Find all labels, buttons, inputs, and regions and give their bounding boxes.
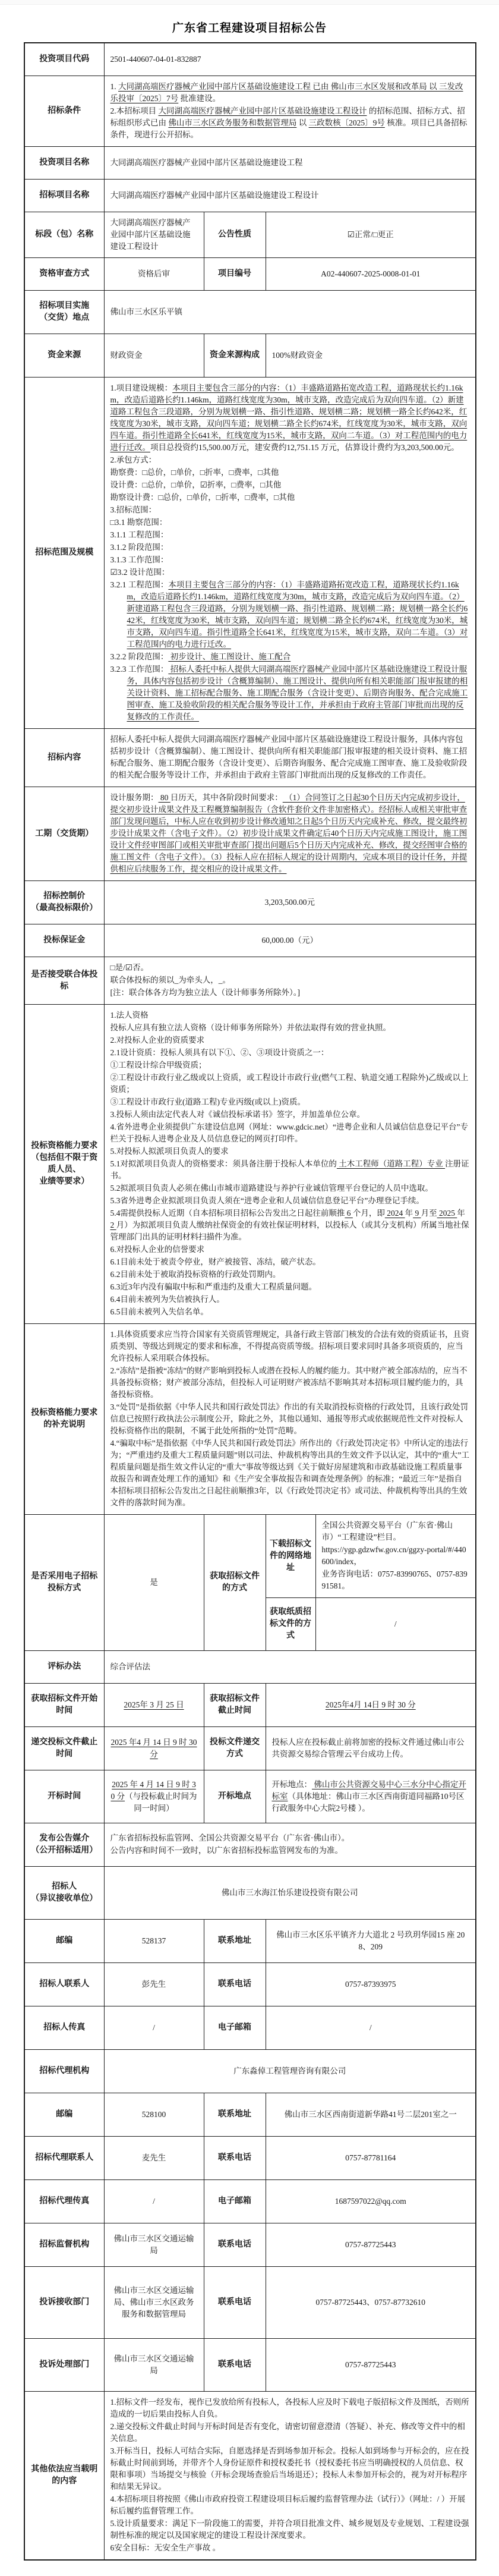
tenderer-email-label: 电子邮箱 — [204, 2006, 266, 2050]
document-obtain-start-time-value: 2025年 3 月 25 日 — [104, 1684, 204, 1727]
table-row — [24, 147, 476, 180]
qualification-review-method-value: 资格后审 — [104, 258, 204, 291]
funding-composition-label: 资金来源构成 — [204, 334, 266, 378]
tender-project-name-label: 招标项目名称 — [24, 180, 104, 212]
table-row — [24, 1920, 476, 1963]
tenderer-phone-value: 0757-87393975 — [266, 1963, 476, 2006]
table-row — [24, 2093, 476, 2137]
implementation-delivery-location-label: 招标项目实施（交货）地点 — [24, 291, 104, 334]
bidder-qualification-requirements-label: 投标资格能力要求（包括但不限于资质人员、业绩等要求） — [24, 1005, 104, 1324]
agency-postcode-value: 528100 — [104, 2093, 204, 2137]
funding-source-label: 资金来源 — [24, 334, 104, 378]
bid-submission-deadline-value: 2025 年4 月 14 日 9 时 30 分 — [104, 1727, 204, 1770]
investment-project-code-value: 2501-440607-04-01-832887 — [104, 43, 476, 76]
bid-security-value: 60,000.00（元） — [104, 924, 476, 957]
bid-opening-time-value: 2025 年 4 月 14 日 9 时 30 分（与投标截止时间为同一时间） — [104, 1770, 204, 1823]
table-row — [24, 1651, 476, 1684]
tender-scope-and-scale-label: 招标范围及规模 — [24, 378, 104, 729]
table-row — [24, 787, 476, 881]
tender-content-label: 招标内容 — [24, 729, 104, 787]
consortium-bidding-label: 是否接受联合体投标 — [24, 957, 104, 1005]
table-row — [24, 2392, 476, 2561]
table-row — [24, 334, 476, 378]
complaint-receiving-department-value: 佛山市三水区交通运输局、佛山市三水区政务服务和数据管理局 — [104, 2267, 204, 2339]
agency-email-value: 1687597022@qq.com — [266, 2180, 476, 2223]
agency-postcode-label: 邮编 — [24, 2093, 104, 2137]
table-row — [24, 1963, 476, 2006]
table-row — [24, 2137, 476, 2180]
table-row — [24, 1324, 476, 1515]
table-row — [24, 180, 476, 212]
tenderer-postcode-value: 528137 — [104, 1920, 204, 1963]
tender-agency-value: 广东淼倬工程管理咨询有限公司 — [104, 2050, 476, 2093]
supervision-phone-label: 联系电话 — [204, 2223, 266, 2267]
paper-document-method-value: / — [315, 1598, 476, 1651]
table-row — [24, 212, 476, 258]
tender-announcement-document — [24, 5, 475, 2561]
announcement-media-value: 广东省招标投标监管网、全国公共资源交易平台（广东省·佛山市）。 公告内容和时间不一致时，以广东省招标投标监管网发布的为准。 — [104, 1823, 476, 1867]
table-row — [24, 2006, 476, 2050]
table-row — [24, 2339, 476, 2392]
other-required-content-label: 其他依法应当载明的内容 — [24, 2392, 104, 2561]
table-row — [24, 43, 476, 76]
agency-fax-value: / — [104, 2180, 204, 2223]
tender-agency-label: 招标代理机构 — [24, 2050, 104, 2093]
bidder-qualification-requirements-value: 1.法人资格 投标人应具有独立法人资格（设计师事务所除外）并依法取得有效的营业执照。 2.对投标人企业的资质要求 2.1设计资质：投标人须具有以下①、②、③项设计资质之一： ①工程设计综合甲级资质； ②工程设计市政行业乙级或以上资质，或工程设计市政行业(燃气工程、轨道交通工程除外)乙级或以上资质； ③工程设计市政行业(道路工程)专业丙级(或以上)资质。 3.投标人须由法定代表人对《诚信投标承诺书》签字，并加盖单位公章。 4.省外进粤企业须提供广东建设信息网（网址：www.gdcic.net）“进粤企业和人员诚信信息登记平台”专栏关于投标人进粤企业及人员信息登记的网页打印件。 5.对投标人拟派项目负责人的要求 5.1对拟派项目负责人的资格要求：须具备注册于投标人本单位的 土木工程师（道路工程）专业 注册证书。 5.2拟派项目负责人必须在佛山市城市道路建设与养护行业诚信管理平台登记的人员中选取。 5.3省外进粤企业拟派项目负责人须在“进粤企业和人员诚信信息登记平台”办理登记手续。 5.4需提供投标人近期（自本招标项目招标公告发出之日起往前顺推 6 个月，即 2024 年 9 月至 2025 年 2 月）为拟派项目负责人缴纳社保资金的有效社保证明材料，以投标人（或其分支机构）所属当地社保管理部门出具的证明材料扫描件为准。 6.对投标人企业的信誉要求 6.1目前未处于被责令停业，财产被接管、冻结，破产状态。 6.2目前未处于被取消投标资格的行政处罚期内。 6.3近3年内没有骗取中标和严重违约及重大工程质量问题。 6.4目前未被列为失信被执行人。 6.5目前未被列入失信名单。 — [104, 1005, 476, 1324]
construction-period-value: 设计服务期： 80 日历天，其中各阶段时间要求： （1）合同签订之日起30个日历天内完成初步设计，提交初步设计成果文件及工程概算编制报告（含软件套价文件非加密格式）。经招标人或相关审批审查部门发现问题后，中标人应在收到初步设计修改通知之日起5个日历天内完成补充、修改，提交最终初步设计成果文件（含电子文件）。（2）初步设计成果文件确定后40个日历天内完成施工图设计，施工图设计文件经审图部门或相关审批审查部门提出问题后5个日历天内完成补充、修改，提交经图审合格的施工图文件（含电子文件）。（3）投标人应在招标人规定的设计周期内，完成本项目的设计任务，并提供相应后续服务工作，提交相应的设计成果文件。 — [104, 787, 476, 881]
consortium-bidding-value: □是/☑否。 联合体投标的须以_为牵头人，_。 [注：联合体各方均为独立法人（设计师事务所除外）。] — [104, 957, 476, 1005]
evaluation-method-value: 综合评估法 — [104, 1651, 476, 1684]
table-row — [24, 2180, 476, 2223]
tender-conditions-label: 招标条件 — [24, 76, 104, 147]
announcement-nature-label: 公告性质 — [204, 212, 266, 258]
table-row — [24, 1867, 476, 1920]
bid-opening-time-label: 开标时间 — [24, 1770, 104, 1823]
section-package-name-value: 大同湖高端医疗器械产业园中部片区基础设施建设工程设计 — [104, 212, 204, 258]
qualification-supplementary-notes-label: 投标资格能力要求的补充说明 — [24, 1324, 104, 1515]
agency-email-label: 电子邮箱 — [204, 2180, 266, 2223]
download-url-label: 下载招标文件的网络地址 — [266, 1515, 315, 1598]
table-row — [24, 2223, 476, 2267]
announcement-media-label: 发布公告媒介（公开招标适用） — [24, 1823, 104, 1867]
implementation-delivery-location-value: 佛山市三水区乐平镇 — [104, 291, 476, 334]
tenderer-phone-label: 联系电话 — [204, 1963, 266, 2006]
agency-phone-label: 联系电话 — [204, 2137, 266, 2180]
tenderer-fax-value: / — [104, 2006, 204, 2050]
agency-fax-label: 招标代理传真 — [24, 2180, 104, 2223]
investment-project-code-label: 投资项目代码 — [24, 43, 104, 76]
bid-security-label: 投标保证金 — [24, 924, 104, 957]
tenderer-email-value: / — [266, 2006, 476, 2050]
table-row — [24, 1823, 476, 1867]
tenderer-postcode-label: 邮编 — [24, 1920, 104, 1963]
qualification-supplementary-notes-value: 1.具体资质要求应当符合国家有关资质管理规定，具备行政主管部门核发的合法有效的资质证书，且资质类别、等级达到规定的要求和标准，不得提高资质等级。招标项目要求同时具备多项资质的，应当允许投标人采用联合体投标。 2.“冻结”是指被“冻结”的财产影响到投标人或潜在投标人的履约能力。其中财产被全部冻结的，应当不具备投标资格；财产被部分冻结，但投标人可证明财产被冻结不影响其对本招标项目履约能力的，具备投标资格。 3.“处罚”是指依据《中华人民共和国行政处罚法》作出的有关取消投标资格的行政处罚，且该行政处罚信息已按照行政执法公示制度公开，除此之外，其他以通知、通报等形式或依据规范性文件对投标人投标资格作出的限制，不属于此处所指的“处罚”范畴。 4.“骗取中标”是指依据《中华人民共和国行政处罚法》所作出的《行政处罚决定书》中所认定的违法行为；“严重违约及重大工程质量问题”则以司法、仲裁机构等出具的生效文件予以认定，其中的“重大”工程质量问题是指生效文件认定的“重大”事故等级达到《关于做好房屋建筑和市政基础设施工程质量事故报告和调查处理工作的通知》和《生产安全事故报告和调查处理条例》的标准；“最近三年”是指自本招标项目招标公告发出之日起往前顺推3年，以《行政处罚决定书》或司法、仲裁机构等出具的生效文件的落款时间为准。 — [104, 1324, 476, 1515]
tenderer-address-label: 联系地址 — [204, 1920, 266, 1963]
qualification-review-method-label: 资格审查方式 — [24, 258, 104, 291]
page-top-band — [0, 0, 499, 5]
complaint-handling-department-value: 佛山市三水区交通运输局 — [104, 2339, 204, 2392]
complaint-receiving-department-label: 投诉接收部门 — [24, 2267, 104, 2339]
project-number-label: 项目编号 — [204, 258, 266, 291]
tender-control-price-label: 招标控制价（最高投标限价） — [24, 881, 104, 924]
tender-announcement-table — [24, 42, 476, 2561]
table-row — [24, 881, 476, 924]
tender-control-price-value: 3,203,500.00元 — [104, 881, 476, 924]
bid-opening-location-value: 开标地点： 佛山市公共资源交易中心三水分中心指定开标室（具体地址：佛山市三水区西南街道同福路10号区行政服务中心大院2号楼 ）。 — [266, 1770, 476, 1823]
agency-phone-value: 0757-87781164 — [266, 2137, 476, 2180]
download-url-value: 全国公共资源交易平台（广东省·佛山市）“工程建设”栏目。 https://ygp.gdzwfw.gov.cn/ggzy-portal/#/440600/index， 业务咨询电话：0757-83990765、0757-83991581。 — [315, 1515, 476, 1598]
bid-opening-location-label: 开标地点 — [204, 1770, 266, 1823]
supervision-phone-value: 0757-87725443 — [266, 2223, 476, 2267]
funding-composition-value: 100%财政资金 — [266, 334, 476, 378]
tenderer-contact-label: 招标人联系人 — [24, 1963, 104, 2006]
electronic-bidding-label: 是否采用电子招标投标方式 — [24, 1515, 104, 1651]
tender-project-name-value: 大同湖高端医疗器械产业园中部片区基础设施建设工程设计 — [104, 180, 476, 212]
other-required-content-value: 1.招标文件一经发布，视作已发放给所有投标人，各投标人应及时下载电子版招标文件及图纸，否则所造成的一切后果由投标人自负。 2.递交投标文件截止时间与开标时间是否有变化，请密切留意澄清（答疑）、补充、修改等文件中的相关信息。 3.开标当日，投标人可结合实际，自愿选择是否到场参加开标会。投标人如到场参与开标会的，应在投标截止时间前到场，并带齐个人身份证原件和授权委托书（授权委托书应当明确授权的人员信息、权限和事项）当场提交与核验（开标会现场查验后当场退还）；投标人未参加开标会的，视为对开标程序和结果无异议。 4.本招标项目将按照《佛山市政府投资工程建设项目标后履约监督管理办法（试行）》（网址：/ ）开展标后履约监督管理工作。 5.设计质量要求：满足下一阶段施工的需要，并符合项目批准文件、城乡规划及专业规划、工程建设强制性标准的规定以及国家规定的建设工程设计深度要求。 6安全目标：无安全生产事故 。 — [104, 2392, 476, 2561]
page-title: 广东省工程建设项目招标公告 — [172, 22, 327, 34]
tenderer-value: 佛山市三水海江怡乐建设投资有限公司 — [104, 1867, 476, 1920]
table-row — [24, 924, 476, 957]
section-package-name-label: 标段（包）名称 — [24, 212, 104, 258]
table-row — [24, 729, 476, 787]
document-obtain-start-time-label: 获取招标文件开始时间 — [24, 1684, 104, 1727]
complaint-handling-phone-label: 联系电话 — [204, 2339, 266, 2392]
supervision-authority-label: 招标监督机构 — [24, 2223, 104, 2267]
bid-submission-method-value: 投标人应在投标截止前将加密的投标文件通过佛山市公共资源交易综合管理云平台成功上传。 — [266, 1727, 476, 1770]
table-row — [24, 1005, 476, 1324]
document-obtain-method-label: 获取招标文件的方式 — [204, 1515, 266, 1651]
bid-submission-method-label: 投标文件递交方式 — [204, 1727, 266, 1770]
document-obtain-deadline-value: 2025年4月 14日 9 时 30 分 — [266, 1684, 476, 1727]
agency-address-label: 联系地址 — [204, 2093, 266, 2137]
table-row — [24, 2050, 476, 2093]
table-row — [24, 1684, 476, 1727]
evaluation-method-label: 评标办法 — [24, 1651, 104, 1684]
tender-scope-and-scale-value: 1.项目建设规模：本项目主要包含三部分的内容：（1）丰盛路道路拓宽改造工程，道路现状长约1.16km，改造后道路长约1.146km，道路红线宽度为30m，城市支路，改造完成后为双向四车道。（2）新建道路工程包含三段道路，分别为规划横一路、指引性道路、规划横二路；规划横一路全长约642米，红线宽度为30米，城市支路，双向四车道；规划横二路全长约674米，红线宽度为30米，城市支路，双向四车道。指引性道路全长641米，红线宽度为15米，城市支路，双向二车道。（3）对工程范围内的电力进行迁改。项目总投资约15,500.00万元，建安费约12,751.15 万元，估算设计费约为3,203,500.00元。 2.承包方式： 勘察费：□总价，□单价，□折率，□费率，□其他 设计费：□总价，□单价，☑折率，□费率，□其他 勘察设计费：□总价，□单价，□折率，□费率，□其他 3.招标范围： □3.1 勘察范围： 3.1.1 工程范围： 3.1.2 阶段范围： 3.1.3 工作范围： ☑3.2 设计范围： 3.2.1 工程范围：本项目主要包含三部分的内容：（1）丰盛路道路拓宽改造工程，道路现状长约1.16km，改造后道路长约1.146km，道路红线宽度为30m，城市支路，改造完成后为双向四车道。（2）新建道路工程包含三段道路，分别为规划横一路、指引性道路、规划横二路；规划横一路全长约642米，红线宽度为30米，城市支路，双向四车道；规划横二路全长约674米，红线宽度为30米，城市支路，双向四车道。指引性道路全长641米，红线宽度为15米，城市支路，双向二车道。（3）对工程范围内的电力进行迁改。 3.2.2 阶段范围： 初步设计、施工图设计、施工配合 3.2.3 工作范围： 招标人委托中标人提供大同湖高端医疗器械产业园中部片区基础设施建设工程设计服务，具体内容包括初步设计（含概算编制）、施工图设计、提供向所有相关职能部门报审报建的相关设计资料、施工招标配合服务、施工期配合服务（含设计变更）、后期咨询服务、配合完成施工图审查、施工及验收阶段的相关配合服务等设计工作，并承担由于政府主管部门审批而出现的反复修改的工作责任。 — [104, 378, 476, 729]
agency-contact-label: 招标代理联系人 — [24, 2137, 104, 2180]
table-row — [24, 291, 476, 334]
agency-address-value: 佛山市三水区西南街道新华路41号二层201室之一 — [266, 2093, 476, 2137]
supervision-authority-value: 佛山市三水区交通运输局 — [104, 2223, 204, 2267]
paper-document-method-label: 获取纸质招标文件的方式 — [266, 1598, 315, 1651]
tender-content-value: 招标人委托中标人提供大同湖高端医疗器械产业园中部片区基础设施建设工程设计服务，具体内容包括初步设计（含概算编制）、施工图设计、提供向所有相关职能部门报审报建的相关设计资料、施工招标配合服务、施工期配合服务（含设计变更）、后期咨询服务、配合完成施工图审查、施工及验收阶段的相关配合服务等设计工作，并承担由于政府主管部门审批而出现的反复修改的工作责任。 — [104, 729, 476, 787]
table-row — [24, 1770, 476, 1823]
complaint-handling-phone-value: 0757-87725443 — [266, 2339, 476, 2392]
announcement-nature-value: ☑正常/□更正 — [266, 212, 476, 258]
investment-project-name-value: 大同湖高端医疗器械产业园中部片区基础设施建设工程 — [104, 147, 476, 180]
tender-conditions-value: 1. 大同湖高端医疗器械产业园中部片区基础设施建设工程 已由 佛山市三水区发展和改革局 以 三发改乐投审〔2025〕7号 批准建设。 2.本招标项目 大同湖高端医疗器械产业园中部片区基础设施建设工程设计 的招标范围、招标方式、招标组织形式已由 佛山市三水区政务服务和数据管理局 以 三政数核〔2025〕9号 核准。项目已具备招标条件，现进行公开招标。 — [104, 76, 476, 147]
tenderer-contact-value: 彭先生 — [104, 1963, 204, 2006]
table-row — [24, 2267, 476, 2339]
investment-project-name-label: 投资项目名称 — [24, 147, 104, 180]
table-row — [24, 258, 476, 291]
tenderer-address-value: 佛山市三水区乐平镇齐力大道北 2 号玖玥华园15 座 208、209 — [266, 1920, 476, 1963]
bid-submission-deadline-label: 递交投标文件截止时间 — [24, 1727, 104, 1770]
complaint-receiving-phone-label: 联系电话 — [204, 2267, 266, 2339]
table-row — [24, 957, 476, 1005]
table-row — [24, 76, 476, 147]
table-row — [24, 378, 476, 729]
funding-source-value: 财政资金 — [104, 334, 204, 378]
complaint-handling-department-label: 投诉处理部门 — [24, 2339, 104, 2392]
table-row — [24, 1515, 476, 1598]
agency-contact-value: 麦先生 — [104, 2137, 204, 2180]
electronic-bidding-value: 是 — [104, 1515, 204, 1651]
document-obtain-deadline-label: 获取招标文件截止时间 — [204, 1684, 266, 1727]
construction-period-label: 工期（交货期） — [24, 787, 104, 881]
complaint-receiving-phone-value: 0757-87725443、0757-87732610 — [266, 2267, 476, 2339]
project-number-value: A02-440607-2025-0008-01-01 — [266, 258, 476, 291]
table-row — [24, 1727, 476, 1770]
tenderer-label: 招标人（异议接收单位） — [24, 1867, 104, 1920]
tenderer-fax-label: 招标人传真 — [24, 2006, 104, 2050]
